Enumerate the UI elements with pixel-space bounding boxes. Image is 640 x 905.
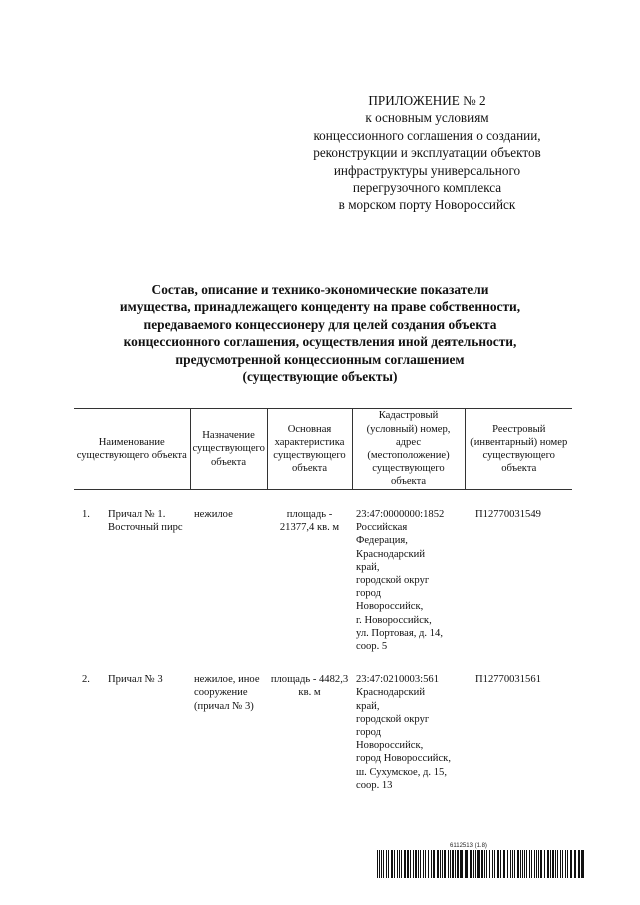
table-header-row xyxy=(74,409,572,490)
cell-registry: П12770031549 xyxy=(475,509,541,520)
header-characteristic: Основная характеристика существующего объекта xyxy=(267,409,352,490)
header-registry: Реестровый (инвентарный) номер существующего объекта xyxy=(465,409,572,490)
appendix-line: ПРИЛОЖЕНИЕ № 2 xyxy=(368,93,486,108)
cadastral-line: городской округ xyxy=(356,713,430,725)
cadastral-line: Новороссийск, xyxy=(356,601,424,613)
row-number: 1. xyxy=(82,509,90,520)
assets-table xyxy=(74,408,572,792)
appendix-line: реконструкции и эксплуатации объектов xyxy=(313,145,541,161)
appendix-header xyxy=(282,92,572,214)
cell-purpose: нежилое xyxy=(194,509,233,520)
cell-cadastral xyxy=(352,653,465,792)
title-line: Состав, описание и технико-экономические показатели xyxy=(151,282,489,297)
table-row xyxy=(74,490,572,654)
cadastral-line: край, xyxy=(356,561,380,573)
document-title xyxy=(60,281,580,385)
cadastral-line: г. Новороссийск, xyxy=(356,614,432,626)
cell-registry: П12770031561 xyxy=(475,674,541,686)
appendix-line: инфраструктуры универсального xyxy=(333,162,521,178)
appendix-line: концессионного соглашения о создании, xyxy=(313,127,541,143)
row-number: 2. xyxy=(82,674,90,686)
cadastral-line: Федерация, xyxy=(356,535,408,547)
header-name: Наименование существующего объекта xyxy=(76,436,187,461)
barcode-image xyxy=(376,850,586,878)
title-line: передаваемого концессионеру для целей создания объекта xyxy=(143,316,497,332)
header-cadastral: Кадастровый (условный) номер, адрес (местоположение) существующего объекта xyxy=(352,409,465,490)
cadastral-line: 23:47:0210003:561 xyxy=(356,674,439,686)
cell-name xyxy=(74,653,190,792)
cadastral-line: 23:47:0000000:1852 xyxy=(356,509,445,520)
cadastral-line: город Новороссийск, xyxy=(356,753,451,765)
cadastral-line: город xyxy=(356,727,382,739)
cadastral-line: ш. Сухумское, д. 15, xyxy=(356,766,447,778)
barcode-block xyxy=(376,842,586,878)
title-line: имущества, принадлежащего концеденту на праве собственности, xyxy=(119,299,521,315)
barcode-id: 6112513 (1.8) xyxy=(450,843,487,849)
object-name: Причал № 1. Восточный пирс xyxy=(108,509,183,534)
title-line: (существующие объекты) xyxy=(242,369,398,385)
cadastral-line: городской округ xyxy=(356,575,430,587)
object-name: Причал № 3 xyxy=(108,674,163,686)
appendix-line: перегрузочного комплекса xyxy=(352,180,502,196)
cadastral-line: соор. 13 xyxy=(356,779,393,791)
cadastral-line: Краснодарский xyxy=(356,687,426,699)
cell-cadastral xyxy=(352,490,465,654)
cell-characteristic: площадь - 4482,3 кв. м xyxy=(270,674,349,699)
cell-name xyxy=(74,490,190,654)
appendix-line: в морском порту Новороссийск xyxy=(338,197,516,213)
appendix-line: к основным условиям xyxy=(365,110,489,126)
cadastral-line: соор. 5 xyxy=(356,641,388,653)
title-line: предусмотренной концессионным соглашением xyxy=(175,351,465,367)
cadastral-line: край, xyxy=(356,700,380,712)
cadastral-line: город xyxy=(356,588,382,600)
cell-characteristic: площадь - 21377,4 кв. м xyxy=(279,509,340,534)
title-line: концессионного соглашения, осуществления иной деятельности, xyxy=(123,334,517,350)
table-row xyxy=(74,653,572,792)
cell-purpose: нежилое, иное сооружение (причал № 3) xyxy=(194,674,260,712)
cadastral-line: Российская xyxy=(356,522,408,534)
cadastral-line: ул. Портовая, д. 14, xyxy=(356,627,443,639)
header-purpose: Назначение существующего объекта xyxy=(190,409,267,490)
cadastral-line: Краснодарский xyxy=(356,548,426,560)
cadastral-line: Новороссийск, xyxy=(356,740,424,752)
